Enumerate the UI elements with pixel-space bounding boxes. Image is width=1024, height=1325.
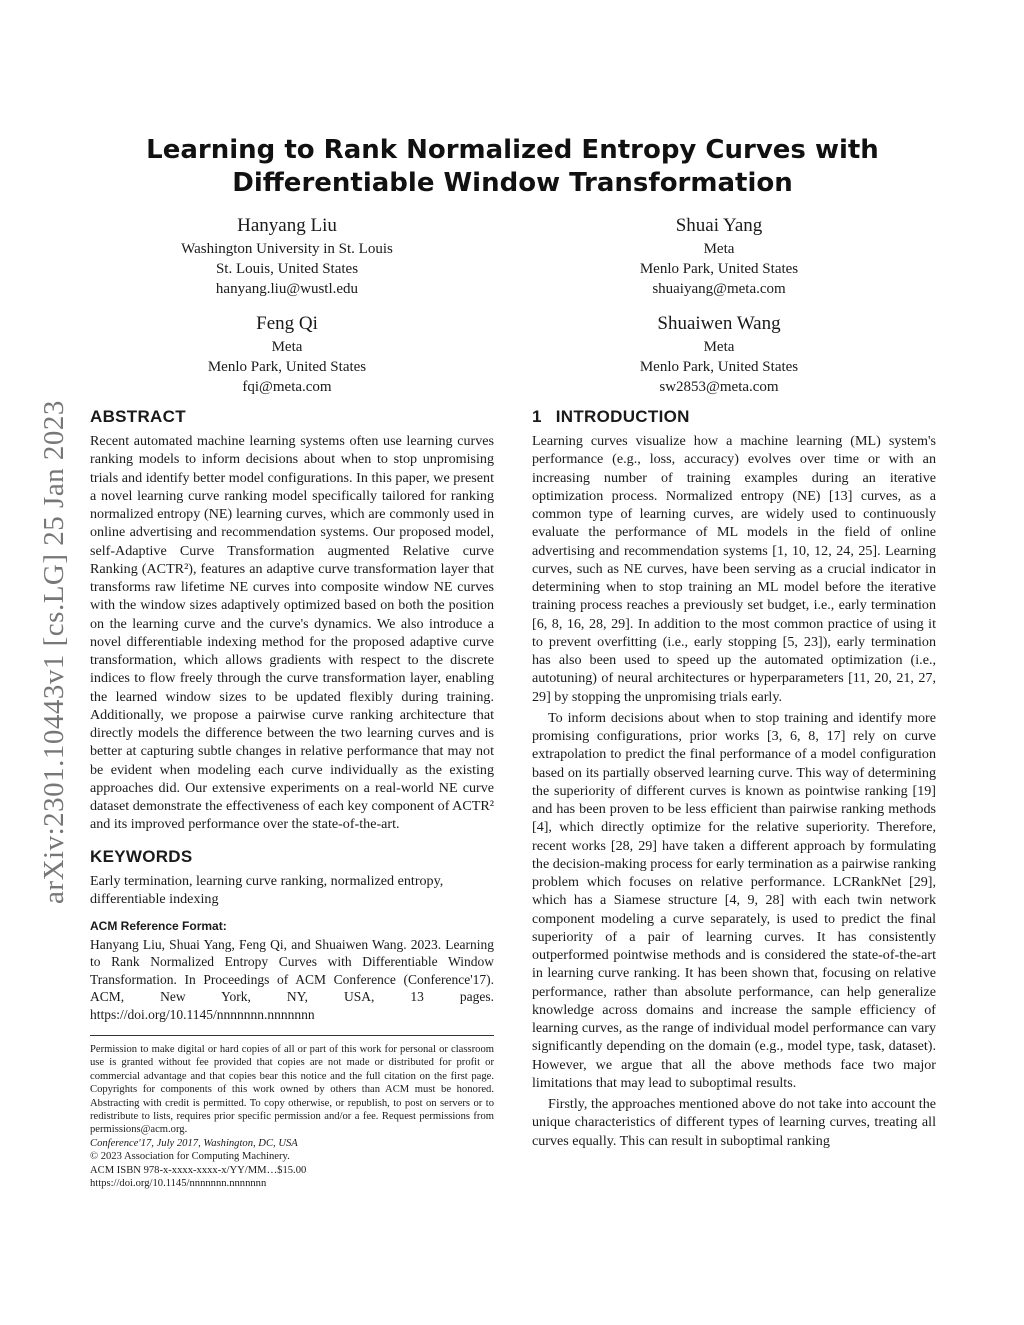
arxiv-stamp <box>30 362 70 942</box>
author-block-3 <box>117 312 457 397</box>
paper-title <box>90 134 935 200</box>
footnote-divider <box>90 1035 494 1036</box>
author-affiliation: Meta <box>703 241 735 257</box>
author-affiliation: Meta <box>703 339 735 355</box>
author-location: Menlo Park, United States <box>639 261 799 277</box>
permission-text: Permission to make digital or hard copies of all or part of this work for personal or classroom use is granted without fee provided that copies are not made or distributed for profit or commercial advantage and that copies bear this notice and the full citation on the first page. Copyrights for components of this work owned by others than ACM must be honored. Abstracting with credit is permitted. To copy otherwise, or republish, to post on servers or to redistribute to lists, requires prior specific permission and/or a fee. Request permissions from permissions@acm.org. <box>90 1044 494 1136</box>
author-block-2 <box>549 214 889 299</box>
keywords-text: Early termination, learning curve ranking, normalized entropy, differentiable indexing <box>90 872 444 907</box>
author-email: sw2853@meta.com <box>659 379 779 395</box>
isbn-line: ACM ISBN 978-x-xxxx-xxxx-x/YY/MM…$15.00 <box>90 1164 307 1176</box>
arxiv-stamp-text: arXiv:2301.10443v1 [cs.LG] 25 Jan 2023 <box>38 400 70 904</box>
intro-paragraph-3: Firstly, the approaches mentioned above do not take into account the unique characteristics of different types of learning curves, treating all curves equally. This can result in suboptimal ranking <box>532 1096 936 1149</box>
right-column <box>532 406 936 1150</box>
title-line-1: Learning to Rank Normalized Entropy Curves with <box>146 135 879 165</box>
abstract-text: Recent automated machine learning systems often use learning curves ranking models to inform decisions about when to stop unpromising trials and identify better model configurations. In this paper, we present a novel learning curve ranking model specifically tailored for ranking normalized entropy (NE) learning curves, which are commonly used in online advertising and recommendation systems. Our proposed model, self-Adaptive Curve Transformation augmented Relative curve Ranking (ACTR²), features an adaptive curve transformation layer that transforms raw lifetime NE curves into composite window NE curves with the window sizes adaptively optimized based on both the position on the learning curve and the curve's dynamics. We also introduce a novel differentiable indexing method for the proposed adaptive curve transformation, which allows gradients with respect to the discrete indices to flow freely through the curve transformation layer, enabling the learned window sizes to be updated flexibly during training. Additionally, we propose a pairwise curve ranking architecture that directly models the difference between the two learning curves and is better at capturing subtle changes in relative performance that may not be evident when modeling each curve individually as the existing approaches did. Our extensive experiments on a real-world NE curve dataset demonstrate the effectiveness of each key component of ACTR² and its improved performance over the state-of-the-art. <box>90 433 494 833</box>
acm-reference-heading: ACM Reference Format: <box>90 919 227 933</box>
conference-line: Conference'17, July 2017, Washington, DC, USA <box>90 1137 298 1149</box>
intro-paragraph-1: Learning curves visualize how a machine learning (ML) system's performance (e.g., loss, accuracy) evolves over time or with an increasing number of training examples during an iterative optimization process. Normalized entropy (NE) [13] curves, as a common type of learning curves, are widely used to continuously evaluate the performance of ML models in the field of online advertising and recommendation systems [1, 10, 12, 24, 25]. Learning curves, such as NE curves, have been serving as a crucial indicator in determining when to stop training an ML model before the iterative training process reaches a previously set budget, i.e., early termination [6, 8, 16, 28, 29]. In addition to the most common practice of using it to prevent overfitting (i.e., early stopping [5, 23]), early termination has also been used to speed up the automated optimization (i.e., autotuning) of neural architectures or hyperparameters [11, 20, 21, 27, 29] by stopping the unpromising trials early. <box>532 433 936 705</box>
introduction-heading <box>532 406 936 428</box>
author-name: Shuai Yang <box>675 215 763 236</box>
permission-notice <box>90 1043 494 1190</box>
author-name: Feng Qi <box>256 313 318 334</box>
section-title: INTRODUCTION <box>555 407 690 426</box>
doi-line: https://doi.org/10.1145/nnnnnnn.nnnnnnn <box>90 1178 267 1190</box>
author-affiliation: Meta <box>271 339 303 355</box>
author-name: Shuaiwen Wang <box>657 313 781 334</box>
author-location: Menlo Park, United States <box>207 359 367 375</box>
author-location: Menlo Park, United States <box>639 359 799 375</box>
section-number: 1 <box>532 407 542 426</box>
acm-reference-text: Hanyang Liu, Shuai Yang, Feng Qi, and Shuaiwen Wang. 2023. Learning to Rank Normalized Entropy Curves with Differentiable Window Transformation. In Proceedings of ACM Conference (Conference'17). ACM, New York, NY, USA, 13 pages. https://doi.org/10.1145/nnnnnnn.nnnnnnn <box>90 937 494 1022</box>
intro-paragraph-2: To inform decisions about when to stop training and identify more promising configurations, prior works [3, 6, 8, 17] rely on curve extrapolation to predict the final performance of a model configuration based on its partially observed learning curve. This way of determining the superiority of different curves is known as pointwise ranking [19] and has been proven to be less efficient than pairwise ranking methods [4], which directly optimize for the relative superiority. Therefore, recent works [28, 29] have taken a different approach by formulating the decision-making process for early termination as a pairwise ranking problem which focuses on relative performance. LCRankNet [29], which has a Siamese structure [4, 9, 28] with each twin network component modeling a curve separately, is used to predict the final superiority of a pair of learning curves. It has consistently outperformed pointwise methods and is considered the state-of-the-art in learning curve ranking. It has been shown that, focusing on relative performance, rather than absolute performance, can help generalize knowledge across domains and increase the sample efficiency of learning curves, as the range of individual model performance can vary significantly depending on the domain (e.g., model type, task, dataset). However, we argue that all the above methods face two major limitations that may lead to suboptimal results. <box>532 709 936 1091</box>
abstract-heading: ABSTRACT <box>90 407 186 426</box>
author-email: shuaiyang@meta.com <box>652 281 786 297</box>
keywords-heading: KEYWORDS <box>90 846 193 866</box>
author-name: Hanyang Liu <box>237 215 337 236</box>
author-block-1 <box>117 214 457 299</box>
title-line-2: Differentiable Window Transformation <box>232 168 793 198</box>
author-email: fqi@meta.com <box>242 379 332 395</box>
copyright-line: © 2023 Association for Computing Machinery. <box>90 1151 290 1163</box>
left-column <box>90 406 494 1191</box>
author-affiliation: Washington University in St. Louis <box>181 241 393 257</box>
author-location: St. Louis, United States <box>215 261 359 277</box>
author-email: hanyang.liu@wustl.edu <box>215 281 359 297</box>
author-block-4 <box>549 312 889 397</box>
